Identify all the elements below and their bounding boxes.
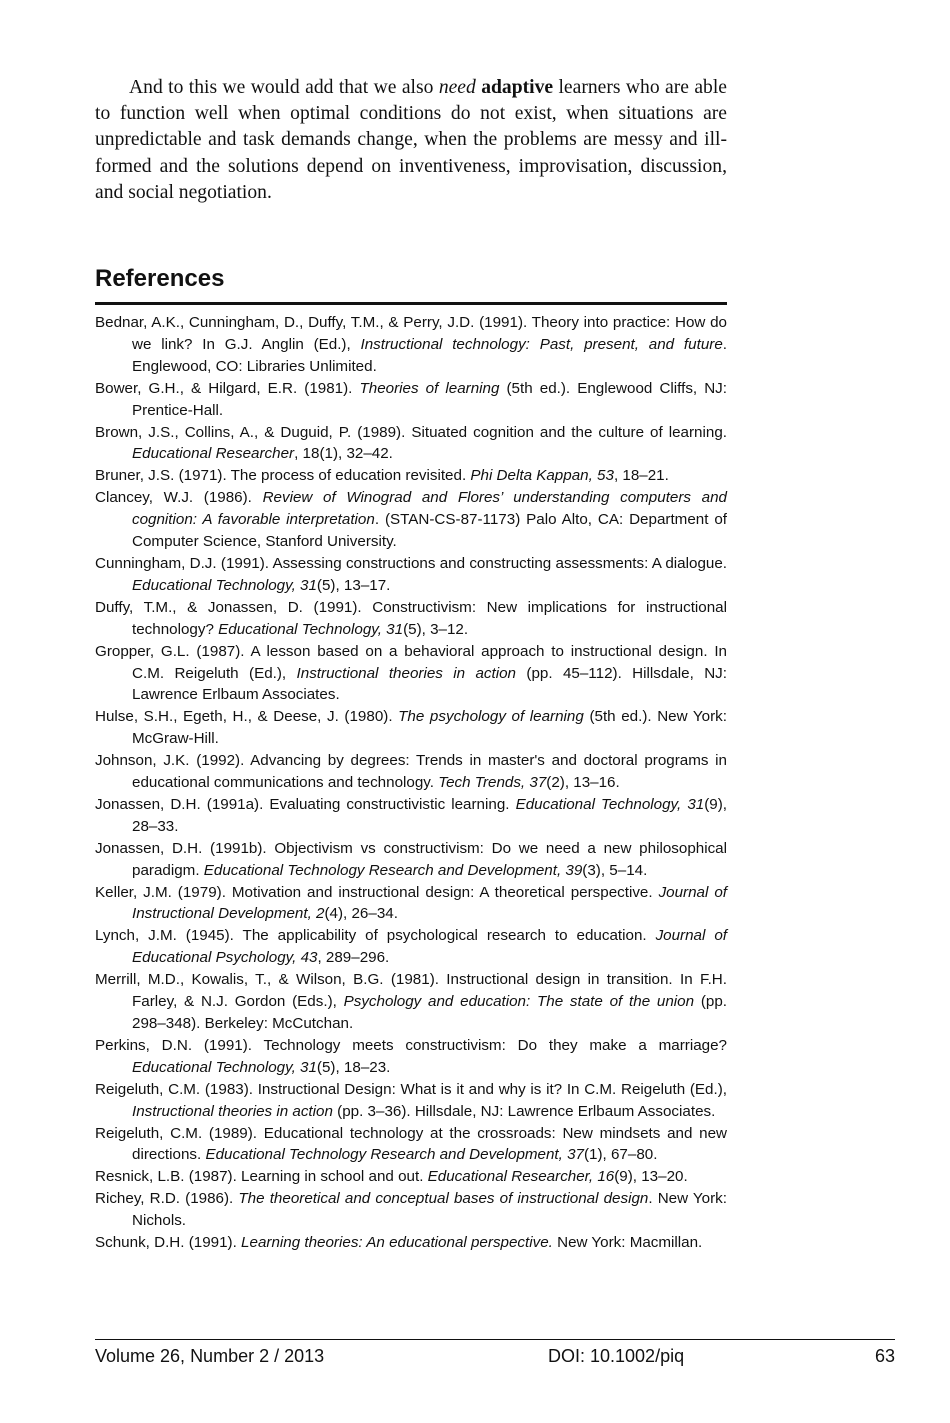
reference-authors: Merrill, M.D., Kowalis, T., & Wilson, B.G. (1981). Instructional design in transition. In F.H. Farley, & N.J. Gordon (Eds.), <box>95 971 727 1011</box>
reference-details: (9), 28–33. <box>132 795 727 835</box>
reference-title: Psychology and education: The state of the union <box>343 993 695 1011</box>
reference-item <box>95 378 727 422</box>
reference-list <box>95 312 727 1254</box>
reference-title: Learning theories: An educational perspective. <box>241 1234 553 1252</box>
reference-details: (1), 67–80. <box>583 1146 658 1164</box>
reference-details: . Englewood, CO: Libraries Unlimited. <box>132 335 728 375</box>
reference-details: (5), 13–17. <box>316 576 391 594</box>
reference-item <box>95 882 727 926</box>
reference-item <box>95 465 727 487</box>
reference-item <box>95 641 727 707</box>
reference-details: (5th ed.). Englewood Cliffs, NJ: Prentice-Hall. <box>132 379 727 419</box>
reference-title: Instructional theories in action <box>296 664 516 682</box>
reference-item <box>95 312 727 378</box>
reference-authors: Perkins, D.N. (1991). Technology meets constructivism: Do they make a marriage? <box>95 1036 727 1054</box>
reference-item <box>95 553 727 597</box>
reference-title: Theories of learning <box>359 379 500 397</box>
reference-details: , 18(1), 32–42. <box>294 445 393 463</box>
reference-details: (3), 5–14. <box>582 861 648 879</box>
references-heading: References <box>95 265 225 292</box>
reference-authors: Bruner, J.S. (1971). The process of education revisited. <box>95 467 471 485</box>
reference-title: Educational Technology, 31 <box>515 795 705 813</box>
reference-details: , 289–296. <box>317 949 390 967</box>
reference-details: , 18–21. <box>613 467 669 485</box>
intro-text-1: And to this we would add that we also <box>129 77 439 98</box>
reference-item <box>95 794 727 838</box>
reference-item <box>95 1123 727 1167</box>
reference-item <box>95 1188 727 1232</box>
reference-authors: Schunk, D.H. (1991). <box>95 1234 242 1252</box>
reference-title: Review of Winograd and Flores’ understanding computers and cognition: A favorable interpretation <box>132 489 727 529</box>
heading-rule <box>95 302 727 305</box>
reference-authors: Cunningham, D.J. (1991). Assessing constructions and constructing assessments: A dialogue. <box>95 554 727 572</box>
reference-details: (pp. 298–348). Berkeley: McCutchan. <box>132 993 727 1032</box>
reference-title: Tech Trends, 37 <box>438 774 547 792</box>
reference-authors: Resnick, L.B. (1987). Learning in school and out. <box>95 1168 428 1186</box>
intro-text-3: learners who are able to function well when optimal conditions do not exist, when situations are unpredictable and task demands change, when the problems are messy and ill-formed and the solutions depend on inventiveness, improvisation, discussion, and social negotiation. <box>95 77 727 203</box>
reference-authors: Bower, G.H., & Hilgard, E.R. (1981). <box>95 379 360 397</box>
reference-authors: Jonassen, D.H. (1991b). Objectivism vs constructivism: Do we need a new philosophical paradigm. <box>95 839 727 879</box>
reference-title: The theoretical and conceptual bases of instructional design <box>238 1190 649 1208</box>
reference-details: (5th ed.). New York: McGraw-Hill. <box>132 708 727 748</box>
footer-rule <box>95 1339 895 1340</box>
reference-title: Journal of Instructional Development, 2 <box>132 883 727 923</box>
reference-item <box>95 422 727 466</box>
reference-item <box>95 838 727 882</box>
reference-title: Educational Technology Research and Development, 37 <box>205 1146 584 1164</box>
reference-item <box>95 750 727 794</box>
footer-doi: DOI: 10.1002/piq <box>548 1346 685 1366</box>
reference-title: Instructional technology: Past, present, and future <box>360 335 723 353</box>
reference-item <box>95 1166 727 1188</box>
reference-authors: Gropper, G.L. (1987). A lesson based on a behavioral approach to instructional design. In C.M. Reigeluth (Ed.), <box>95 642 727 682</box>
reference-item <box>95 925 727 969</box>
reference-title: Educational Technology, 31 <box>218 620 404 638</box>
reference-authors: Lynch, J.M. (1945). The applicability of psychological research to education. <box>95 927 656 945</box>
reference-details: (pp. 45–112). Hillsdale, NJ: Lawrence Erlbaum Associates. <box>132 664 727 704</box>
reference-authors: Johnson, J.K. (1992). Advancing by degrees: Trends in master's and doctoral programs in educational communications and technology. <box>95 752 727 792</box>
reference-title: Instructional theories in action <box>132 1102 333 1120</box>
reference-item <box>95 487 727 553</box>
reference-authors: Clancey, W.J. (1986). <box>95 489 263 507</box>
reference-title: Phi Delta Kappan, 53 <box>470 467 614 485</box>
reference-authors: Hulse, S.H., Egeth, H., & Deese, J. (1980). <box>95 708 399 726</box>
reference-item <box>95 1079 727 1123</box>
reference-authors: Brown, J.S., Collins, A., & Duguid, P. (1989). Situated cognition and the culture of learning. <box>95 423 727 441</box>
reference-details: . (STAN-CS-87-1173) Palo Alto, CA: Department of Computer Science, Stanford University. <box>132 511 727 551</box>
reference-details: (9), 13–20. <box>614 1168 688 1186</box>
reference-title: Journal of Educational Psychology, 43 <box>132 927 727 967</box>
reference-details: (5), 3–12. <box>403 620 469 638</box>
reference-details: New York: Macmillan. <box>552 1234 703 1252</box>
reference-title: Educational Technology, 31 <box>132 1058 317 1076</box>
reference-item <box>95 969 727 1035</box>
reference-title: Educational Technology Research and Development, 39 <box>203 861 583 879</box>
reference-authors: Duffy, T.M., & Jonassen, D. (1991). Constructivism: New implications for instructional technology? <box>95 598 727 638</box>
reference-authors: Jonassen, D.H. (1991a). Evaluating constructivistic learning. <box>95 795 516 813</box>
reference-title: The psychology of learning <box>398 708 584 726</box>
reference-details: (2), 13–16. <box>546 774 620 792</box>
reference-item <box>95 706 727 750</box>
footer-page-number: 63 <box>874 1346 895 1366</box>
reference-details: (4), 26–34. <box>324 905 398 923</box>
intro-emphasis: need <box>438 77 476 98</box>
reference-authors: Richey, R.D. (1986). <box>95 1190 239 1208</box>
reference-item <box>95 1232 727 1254</box>
reference-item <box>95 597 727 641</box>
reference-authors: Bednar, A.K., Cunningham, D., Duffy, T.M., & Perry, J.D. (1991). Theory into practice: How do we link? In G.J. Anglin (Ed.), <box>95 314 727 353</box>
reference-title: Educational Researcher <box>132 445 295 463</box>
reference-authors: Keller, J.M. (1979). Motivation and instructional design: A theoretical perspective. <box>95 883 659 901</box>
reference-authors: Reigeluth, C.M. (1989). Educational technology at the crossroads: New mindsets and new directions. <box>95 1124 727 1164</box>
reference-authors: Reigeluth, C.M. (1983). Instructional Design: What is it and why is it? In C.M. Reigeluth (Ed.), <box>95 1080 727 1098</box>
reference-details: . New York: Nichols. <box>132 1190 727 1230</box>
reference-title: Educational Technology, 31 <box>132 576 317 594</box>
intro-paragraph <box>95 75 727 206</box>
reference-item <box>95 1035 727 1079</box>
reference-details: (5), 18–23. <box>316 1058 391 1076</box>
footer-volume: Volume 26, Number 2 / 2013 <box>95 1346 325 1366</box>
reference-title: Educational Researcher, 16 <box>427 1168 615 1186</box>
reference-details: (pp. 3–36). Hillsdale, NJ: Lawrence Erlbaum Associates. <box>332 1102 716 1120</box>
intro-bold: adaptive <box>481 77 554 98</box>
